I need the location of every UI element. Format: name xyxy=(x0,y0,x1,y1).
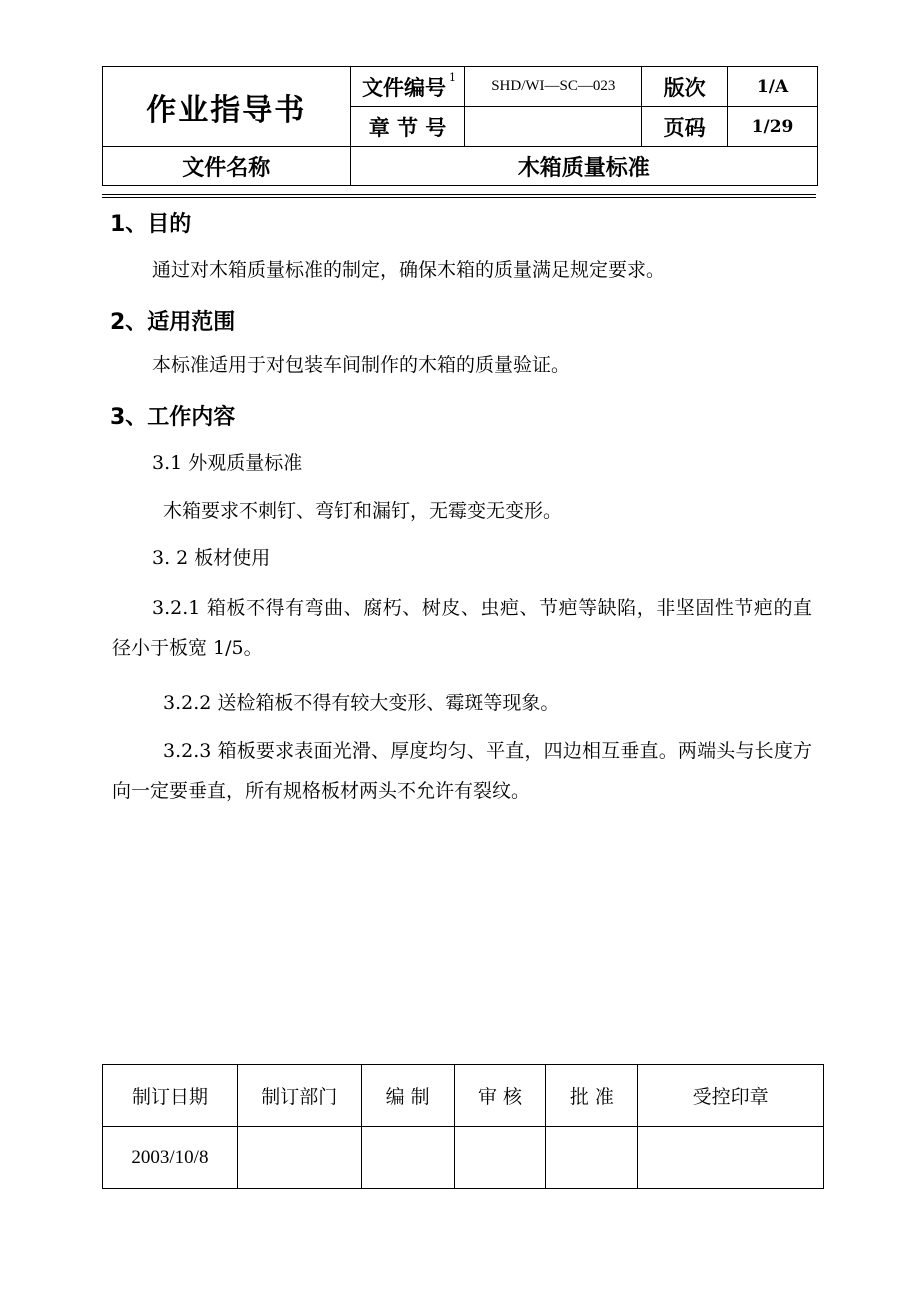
subsection-3-2-title: 3. 2 板材使用 xyxy=(152,547,271,569)
approval-table xyxy=(102,1064,824,1189)
approval-header-dept: 制订部门 xyxy=(237,1065,361,1127)
file-name-value: 木箱质量标准 xyxy=(350,147,817,186)
approval-value-approved xyxy=(546,1127,638,1189)
approval-header-reviewed: 审 核 xyxy=(454,1065,546,1127)
chapter-label: 章 节 号 xyxy=(350,107,465,147)
approval-value-date: 2003/10/8 xyxy=(103,1127,238,1189)
item-3-2-3: 3.2.3 箱板要求表面光滑、厚度均匀、平直，四边相互垂直。两端头与长度方向一定要垂直，所有规格板材两头不允许有裂纹。 xyxy=(112,740,812,802)
approval-value-row xyxy=(103,1127,824,1189)
item-3-2-1: 3.2.1 箱板不得有弯曲、腐朽、树皮、虫疤、节疤等缺陷，非坚固性节疤的直径小于板宽 1/5。 xyxy=(112,597,812,659)
approval-header-approved: 批 准 xyxy=(546,1065,638,1127)
subsection-3-1-paragraph: 木箱要求不刺钉、弯钉和漏钉，无霉变无变形。 xyxy=(163,500,563,522)
header-divider-thin xyxy=(102,197,816,198)
doc-number-superscript: 1 xyxy=(449,70,456,84)
section-1-title: 1、目的 xyxy=(110,212,192,237)
page-label: 页码 xyxy=(642,107,728,147)
document-type-title: 作业指导书 xyxy=(103,67,351,147)
page-value: 1/29 xyxy=(728,107,818,147)
version-label: 版次 xyxy=(642,67,728,107)
approval-value-stamp xyxy=(638,1127,824,1189)
file-name-label: 文件名称 xyxy=(103,147,351,186)
item-3-2-2: 3.2.2 送检箱板不得有较大变形、霉斑等现象。 xyxy=(163,692,560,714)
approval-header-date: 制订日期 xyxy=(103,1065,238,1127)
section-3-title: 3、工作内容 xyxy=(110,405,236,430)
doc-number-label: 文件编号 $^1$ xyxy=(350,67,465,107)
version-value: 1/A xyxy=(728,67,818,107)
document-header-table xyxy=(102,66,818,186)
section-2-title: 2、适用范围 xyxy=(110,310,236,335)
approval-value-prepared xyxy=(361,1127,454,1189)
approval-header-row xyxy=(103,1065,824,1127)
approval-header-stamp: 受控印章 xyxy=(638,1065,824,1127)
header-divider xyxy=(102,194,816,195)
approval-value-reviewed xyxy=(454,1127,546,1189)
section-1-paragraph: 通过对木箱质量标准的制定，确保木箱的质量满足规定要求。 xyxy=(152,259,666,281)
approval-header-prepared: 编 制 xyxy=(361,1065,454,1127)
approval-value-dept xyxy=(237,1127,361,1189)
chapter-value xyxy=(465,107,642,147)
section-2-paragraph: 本标准适用于对包装车间制作的木箱的质量验证。 xyxy=(152,354,571,376)
doc-number-value: SHD/WI—SC—023 xyxy=(465,67,642,107)
subsection-3-1-title: 3.1 外观质量标准 xyxy=(152,452,303,474)
